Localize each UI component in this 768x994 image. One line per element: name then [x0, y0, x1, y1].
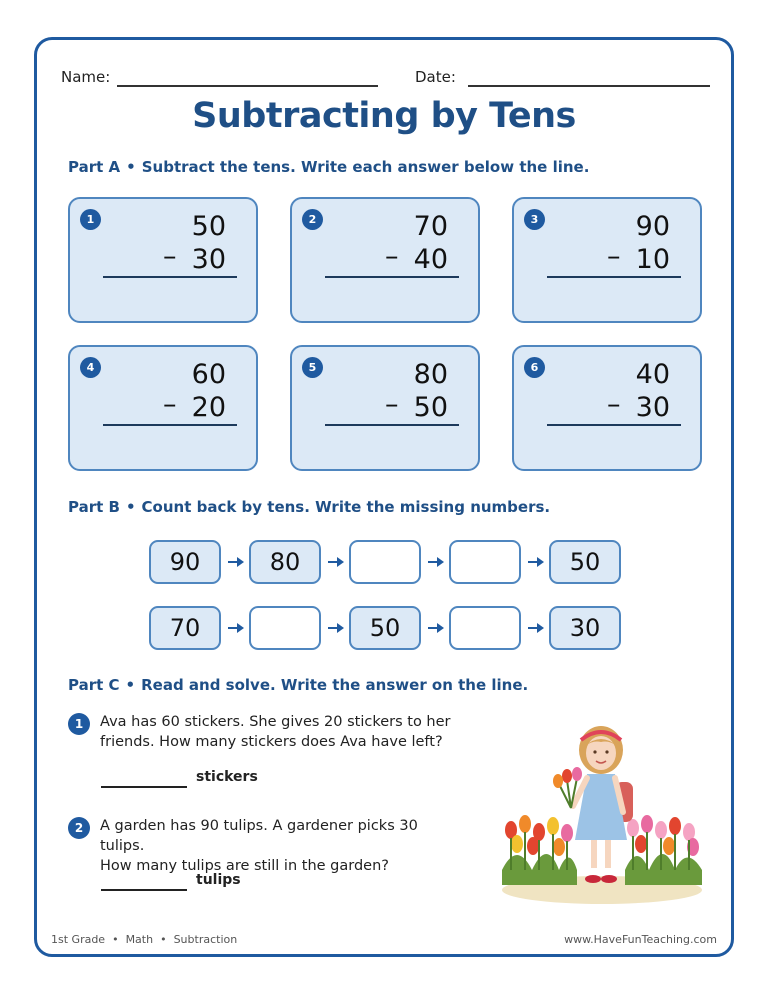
- answer-line[interactable]: [101, 889, 187, 891]
- answer-line[interactable]: [547, 276, 681, 278]
- problem-card-2: [290, 197, 480, 323]
- count-back-box: 50: [549, 540, 621, 584]
- minuend: 50: [191, 211, 226, 242]
- footer-topic: Subtraction: [173, 933, 238, 946]
- footer-subject: Math: [125, 933, 154, 946]
- bullet-dot: •: [125, 498, 136, 516]
- count-back-blank[interactable]: [449, 606, 521, 650]
- word-problem-line: How many tulips are still in the garden?: [100, 858, 389, 874]
- minuend: 40: [635, 359, 670, 390]
- problem-number-badge: 1: [80, 209, 101, 230]
- answer-line[interactable]: [103, 424, 237, 426]
- answer-line[interactable]: [547, 424, 681, 426]
- problem-card-4: [68, 345, 258, 471]
- answer-line[interactable]: [101, 786, 187, 788]
- subtrahend: 20: [191, 392, 226, 423]
- word-problem-line: A garden has 90 tulips. A gardener picks 30 tulips.: [100, 818, 418, 854]
- problem-number-badge: 3: [524, 209, 545, 230]
- bullet-dot: •: [156, 933, 171, 946]
- footer-tags: [51, 933, 237, 946]
- subtrahend: 10: [635, 244, 670, 275]
- count-back-box: 90: [149, 540, 221, 584]
- footer-grade: 1st Grade: [51, 933, 106, 946]
- minus-sign: –: [607, 389, 621, 420]
- problem-number-badge: 2: [302, 209, 323, 230]
- minuend: 90: [635, 211, 670, 242]
- date-field[interactable]: [468, 85, 710, 87]
- arrow-right-icon: [428, 623, 444, 633]
- count-back-blank[interactable]: [449, 540, 521, 584]
- minus-sign: –: [385, 241, 399, 272]
- count-back-box: 30: [549, 606, 621, 650]
- problem-card-3: [512, 197, 702, 323]
- answer-unit: tulips: [196, 872, 241, 888]
- minuend: 80: [413, 359, 448, 390]
- arrow-right-icon: [428, 557, 444, 567]
- answer-line[interactable]: [325, 276, 459, 278]
- part-b-heading: [68, 498, 550, 516]
- name-label: Name:: [61, 68, 111, 86]
- part-b-label: Part B: [68, 498, 120, 516]
- count-back-box: 50: [349, 606, 421, 650]
- problem-card-1: [68, 197, 258, 323]
- part-a-label: Part A: [68, 158, 121, 176]
- minuend: 70: [413, 211, 448, 242]
- problem-number-badge: 5: [302, 357, 323, 378]
- footer-site-link[interactable]: www.HaveFunTeaching.com: [564, 933, 717, 946]
- part-c-heading: [68, 676, 528, 694]
- word-problem-1: [100, 712, 460, 752]
- question-number-badge: 1: [68, 713, 90, 735]
- count-back-blank[interactable]: [349, 540, 421, 584]
- minus-sign: –: [163, 389, 177, 420]
- name-field[interactable]: [117, 85, 378, 87]
- subtrahend: 30: [191, 244, 226, 275]
- tulip-patch-right: [625, 815, 702, 885]
- answer-line[interactable]: [325, 424, 459, 426]
- part-a-instruction: Subtract the tens. Write each answer below the line.: [141, 158, 590, 176]
- arrow-right-icon: [528, 623, 544, 633]
- part-c-label: Part C: [68, 676, 120, 694]
- question-number-badge: 2: [68, 817, 90, 839]
- bullet-dot: •: [125, 676, 136, 694]
- subtrahend: 30: [635, 392, 670, 423]
- arrow-right-icon: [228, 623, 244, 633]
- minuend: 60: [191, 359, 226, 390]
- problem-number-badge: 6: [524, 357, 545, 378]
- problem-card-6: [512, 345, 702, 471]
- minus-sign: –: [607, 241, 621, 272]
- part-a-heading: [68, 158, 589, 176]
- bullet-dot: •: [108, 933, 123, 946]
- word-problem-2: [100, 816, 460, 876]
- tulip-patch-left: [502, 815, 577, 885]
- count-back-box: 70: [149, 606, 221, 650]
- subtrahend: 50: [413, 392, 448, 423]
- date-label: Date:: [415, 68, 456, 86]
- minus-sign: –: [385, 389, 399, 420]
- page-title: Subtracting by Tens: [192, 96, 576, 136]
- arrow-right-icon: [328, 557, 344, 567]
- word-problem-line: friends. How many stickers does Ava have left?: [100, 734, 443, 750]
- part-c-instruction: Read and solve. Write the answer on the line.: [141, 676, 529, 694]
- problem-card-5: [290, 345, 480, 471]
- answer-line[interactable]: [103, 276, 237, 278]
- girl-with-tulips-illustration: [497, 720, 707, 910]
- part-b-instruction: Count back by tens. Write the missing numbers.: [141, 498, 551, 516]
- word-problem-line: Ava has 60 stickers. She gives 20 stickers to her: [100, 714, 451, 730]
- subtrahend: 40: [413, 244, 448, 275]
- arrow-right-icon: [328, 623, 344, 633]
- arrow-right-icon: [528, 557, 544, 567]
- worksheet: [34, 37, 734, 957]
- count-back-box: 80: [249, 540, 321, 584]
- answer-unit: stickers: [196, 769, 258, 785]
- arrow-right-icon: [228, 557, 244, 567]
- problem-number-badge: 4: [80, 357, 101, 378]
- count-back-blank[interactable]: [249, 606, 321, 650]
- bullet-dot: •: [126, 158, 136, 176]
- minus-sign: –: [163, 241, 177, 272]
